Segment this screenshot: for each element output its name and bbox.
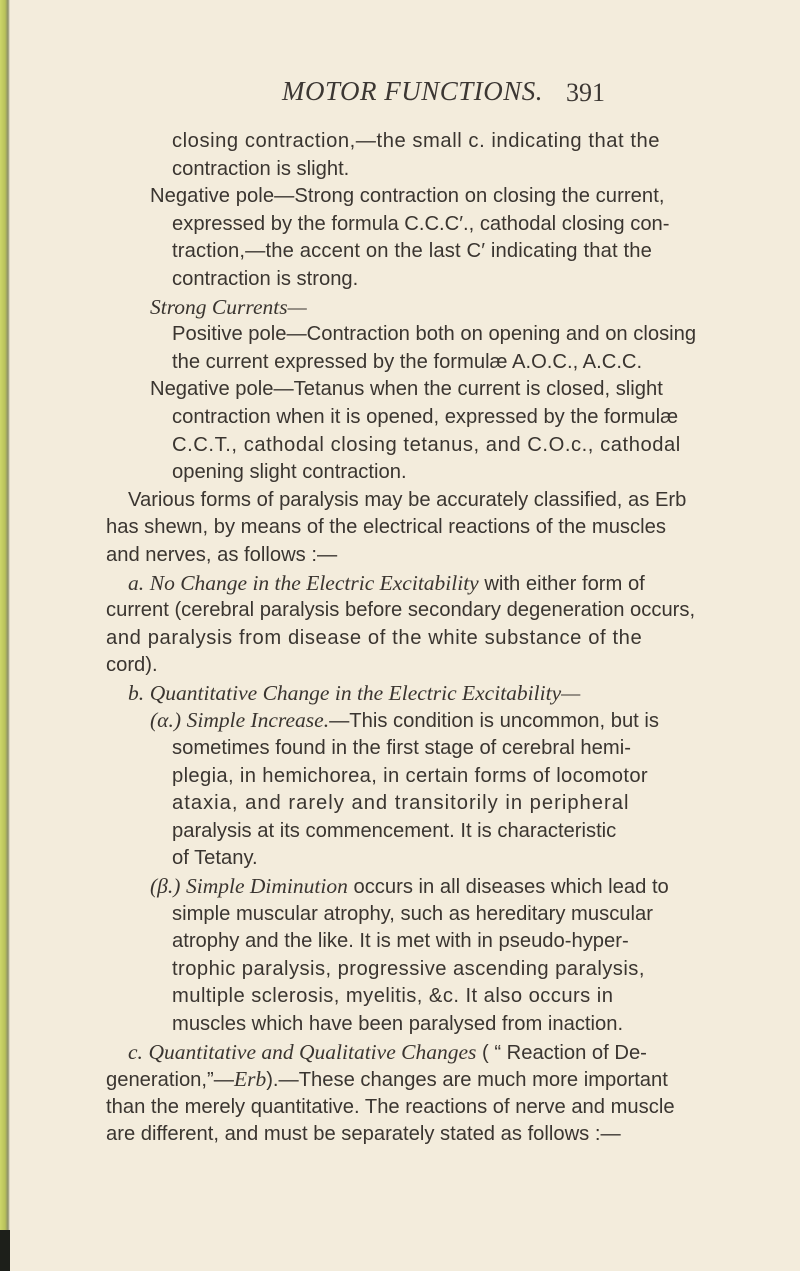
text-line <box>0 735 800 763</box>
running-head: MOTOR FUNCTIONS. <box>282 76 544 106</box>
item-title: No Change in the Electric Excitability <box>149 570 479 595</box>
text-line <box>0 873 800 901</box>
line-text: current (cerebral paralysis before secondary degeneration occurs, <box>106 599 696 622</box>
line-text: Negative pole—Tetanus when the current is closed, slight <box>150 378 663 401</box>
text-line <box>0 901 800 929</box>
line-text: opening slight contraction. <box>172 461 407 484</box>
line-text: contraction is slight. <box>172 157 350 180</box>
line-text: closing contraction,—the small c. indicating that the <box>172 130 661 152</box>
page-number: 391 <box>566 78 605 107</box>
line-text: ataxia, and rarely and transitorily in peripheral <box>172 792 630 815</box>
item-label: (β.) <box>150 874 181 899</box>
text-line <box>0 349 800 377</box>
text-line <box>0 1011 800 1039</box>
line-text: sometimes found in the first stage of cerebral hemi- <box>172 737 631 760</box>
text-line <box>0 763 800 791</box>
item-title: Quantitative and Qualitative Changes <box>148 1039 477 1064</box>
text-line <box>0 514 800 542</box>
line-text: expressed by the formula C.C.C′., cathodal closing con- <box>172 212 670 235</box>
text-line <box>0 1121 800 1149</box>
line-text: ( “ Reaction of De- <box>476 1041 647 1064</box>
item-label: c. <box>128 1039 143 1064</box>
line-text: multiple sclerosis, myelitis, &c. It also occurs in <box>172 985 614 1008</box>
text-line <box>0 928 800 956</box>
line-text: contraction is strong. <box>172 267 359 290</box>
text-line <box>0 459 800 487</box>
text-line <box>0 818 800 846</box>
section-heading: Strong Currents— <box>150 294 307 319</box>
text-line <box>0 956 800 984</box>
line-text: contraction when it is opened, expressed by the formulæ <box>172 405 679 428</box>
text-line <box>0 652 800 680</box>
body-text <box>0 128 800 1149</box>
text-line <box>0 128 718 156</box>
text-line <box>0 680 800 708</box>
text-line <box>0 487 800 515</box>
book-spine-shadow <box>0 1230 10 1271</box>
line-text: —This condition is uncommon, but is <box>329 710 659 733</box>
line-text: traction,—the accent on the last C′ indicating that the <box>172 240 652 263</box>
line-text: plegia, in hemichorea, in certain forms of locomotor <box>172 764 648 787</box>
line-text: occurs in all diseases which lead to <box>347 876 669 899</box>
text-line <box>0 625 800 653</box>
text-line <box>0 294 800 322</box>
line-text: Negative pole—Strong contraction on closing the current, <box>150 185 665 208</box>
line-text: ).—These changes are much more important <box>266 1069 668 1092</box>
line-text: atrophy and the like. It is met with in pseudo-hyper- <box>172 930 629 953</box>
text-line <box>0 983 800 1011</box>
line-text: and paralysis from disease of the white substance of the <box>106 626 643 649</box>
text-line <box>0 376 800 404</box>
line-text: of Tetany. <box>172 847 258 870</box>
item-title: Quantitative Change in the Electric Excitability— <box>149 680 581 705</box>
line-text: has shewn, by means of the electrical reactions of the muscles <box>106 516 666 539</box>
line-text: with either form of <box>478 572 645 595</box>
text-line <box>0 404 800 432</box>
item-title: Simple Increase. <box>186 708 330 733</box>
line-text: cord). <box>106 654 158 677</box>
text-line <box>0 707 800 735</box>
line-text: than the merely quantitative. The reactions of nerve and muscle <box>106 1095 675 1118</box>
page-header <box>0 76 800 110</box>
text-line <box>0 211 800 239</box>
text-line <box>0 156 800 184</box>
text-line <box>0 542 800 570</box>
item-label: a. <box>128 570 145 595</box>
text-line <box>0 1094 800 1122</box>
text-line <box>0 845 800 873</box>
item-label: b. <box>128 680 145 705</box>
text-line <box>0 238 800 266</box>
item-title: Erb <box>233 1067 267 1092</box>
line-text: simple muscular atrophy, such as hereditary muscular <box>172 902 653 925</box>
text-line <box>0 266 800 294</box>
line-text: trophic paralysis, progressive ascending paralysis, <box>172 957 645 980</box>
line-text: C.C.T., cathodal closing tetanus, and C.O.c., cathodal <box>172 433 681 456</box>
text-line <box>0 597 800 625</box>
text-line <box>0 790 800 818</box>
item-label: (α.) <box>150 708 181 733</box>
line-text: Positive pole—Contraction both on opening and on closing <box>172 323 697 346</box>
text-line <box>0 432 800 460</box>
text-line <box>0 183 800 211</box>
text-line <box>0 1066 800 1094</box>
text-line <box>0 1039 800 1067</box>
item-title: Simple Diminution <box>186 874 348 899</box>
line-text: and nerves, as follows :— <box>106 543 338 566</box>
line-text: Various forms of paralysis may be accurately classified, as Erb <box>128 488 687 511</box>
line-text: paralysis at its commencement. It is characteristic <box>172 819 617 842</box>
text-line <box>0 321 800 349</box>
line-text: are different, and must be separately stated as follows :— <box>106 1123 621 1146</box>
text-line <box>0 570 800 598</box>
line-text: muscles which have been paralysed from inaction. <box>172 1013 624 1035</box>
line-text: generation,”— <box>106 1069 234 1092</box>
line-text: the current expressed by the formulæ A.O.C., A.C.C. <box>172 350 643 373</box>
